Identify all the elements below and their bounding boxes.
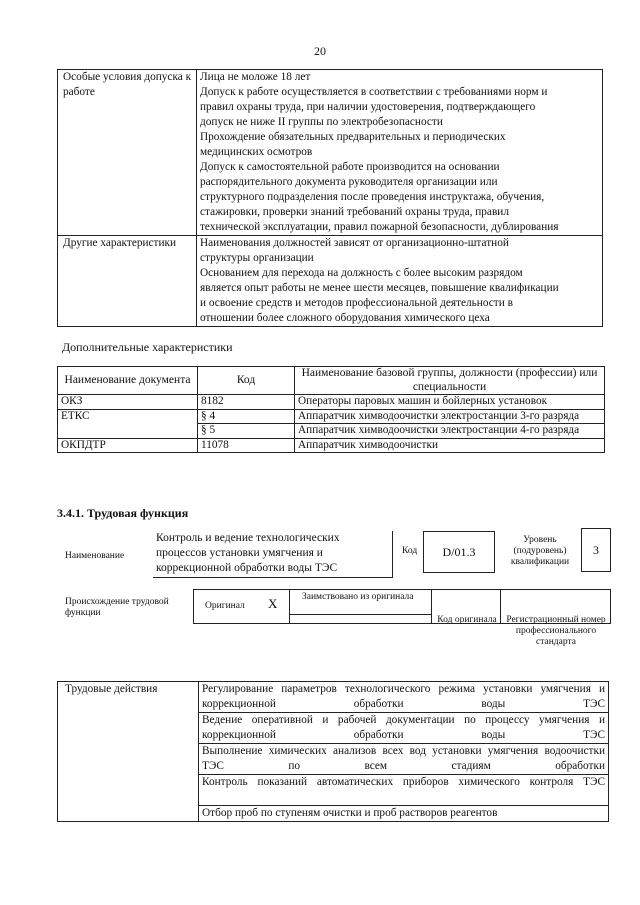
cell-doc: ОКЗ xyxy=(58,395,198,410)
function-name-value: Контроль и ведение технологических процессов установки умягчения и коррекционной обработки воды ТЭС xyxy=(153,531,393,578)
additional-table xyxy=(57,366,605,453)
cell-code: 11078 xyxy=(198,438,295,453)
text-line: распорядительного документа руководителя организации или xyxy=(200,176,498,188)
text-line: и освоение средств и методов профессиональной деятельности в xyxy=(200,297,513,309)
action-item: Контроль показаний автоматических приборов химического контроля ТЭС xyxy=(199,775,609,806)
cell-doc: ЕТКС xyxy=(58,409,198,438)
origin-original-label: Оригинал xyxy=(205,601,245,611)
page-number: 20 xyxy=(314,44,326,58)
text-line: структурного подразделения после проведения инструктажа, обучения, xyxy=(200,191,545,203)
origin-borrowed-label: Заимствовано из оригинала xyxy=(302,592,414,602)
conditions-text-other xyxy=(197,236,603,327)
function-level-value: 3 xyxy=(581,528,611,572)
action-item: Отбор проб по ступеням очистки и проб растворов реагентов xyxy=(199,806,609,822)
text-line: Прохождение обязательных предварительных и периодических xyxy=(200,131,506,143)
header-name: Наименование базовой группы, должности (профессии) или специальности xyxy=(295,367,605,395)
table-row xyxy=(58,395,605,410)
cell-code: 8182 xyxy=(198,395,295,410)
text-line: структуры организации xyxy=(200,252,314,264)
cell-name: Аппаратчик химводоочистки xyxy=(295,438,605,453)
divider xyxy=(289,614,431,615)
conditions-text-special xyxy=(197,70,603,236)
table-row xyxy=(58,682,609,713)
cell-doc: ОКПДТР xyxy=(58,438,198,453)
action-item: Регулирование параметров технологического режима установки умягчения и коррекционной обработки воды ТЭС xyxy=(199,682,609,713)
conditions-label-other: Другие характеристики xyxy=(58,236,197,327)
table-row xyxy=(58,70,603,236)
cell-name: Аппаратчик химводоочистки электростанции 4-го разряда xyxy=(295,424,605,439)
divider xyxy=(289,590,290,623)
table-row xyxy=(58,409,605,424)
table-row xyxy=(58,438,605,453)
header-document: Наименование документа xyxy=(58,367,198,395)
origin-code-caption: Код оригинала xyxy=(437,615,497,625)
cell-code: § 4 xyxy=(198,409,295,424)
text-line: Основанием для перехода на должность с более высоким разрядом xyxy=(200,267,523,279)
text-line: Допуск к работе осуществляется в соответствии с требованиями норм и xyxy=(200,86,548,98)
action-item: Ведение оперативной и рабочей документации по процессу умягчения и коррекционной обработки воды ТЭС xyxy=(199,713,609,744)
function-code-value: D/01.3 xyxy=(423,531,495,573)
cell-name: Аппаратчик химводоочистки электростанции 3-го разряда xyxy=(295,409,605,424)
text-line: стажировки, проверки знаний требований охраны труда, правил xyxy=(200,206,509,218)
origin-reg-caption: Регистрационный номер профессионального стандарта xyxy=(506,615,606,647)
text-line: отношении более сложного оборудования химического цеха xyxy=(200,312,490,324)
origin-label: Происхождение трудовой функции xyxy=(65,597,169,618)
cell-code: § 5 xyxy=(198,424,295,439)
table-header-row xyxy=(58,367,605,395)
table-row xyxy=(58,236,603,327)
text-line: Лица не моложе 18 лет xyxy=(200,71,311,83)
text-line: медицинских осмотров xyxy=(200,146,313,158)
actions-label: Трудовые действия xyxy=(58,682,199,822)
header-code: Код xyxy=(198,367,295,395)
function-level-label: Уровень (подуровень) квалификации xyxy=(510,535,570,567)
action-item: Выполнение химических анализов всех вод установки умягчения водоочистки ТЭС по всем стадиям обработки xyxy=(199,744,609,775)
additional-heading: Дополнительные характеристики xyxy=(62,340,233,354)
conditions-table xyxy=(57,69,603,327)
text-line: Допуск к самостоятельной работе производится на основании xyxy=(200,161,500,173)
function-name-label: Наименование xyxy=(65,551,125,561)
section-title: 3.4.1. Трудовая функция xyxy=(57,506,189,520)
actions-table xyxy=(57,681,609,822)
text-line: является опыт работы не менее шести месяцев, повышение квалификации xyxy=(200,282,559,294)
text-line: технической эксплуатации, правил пожарной безопасности, дублирования xyxy=(200,221,559,233)
text-line: правил охраны труда, при наличии удостоверения, подтверждающего xyxy=(200,101,536,113)
conditions-label-special: Особые условия допуска к работе xyxy=(58,70,197,236)
origin-original-mark: X xyxy=(268,596,278,611)
text-line: Наименования должностей зависят от организационно-штатной xyxy=(200,237,509,249)
function-code-label: Код xyxy=(402,546,418,556)
text-line: допуск не ниже II группы по электробезопасности xyxy=(200,116,443,128)
cell-name: Операторы паровых машин и бойлерных установок xyxy=(295,395,605,410)
